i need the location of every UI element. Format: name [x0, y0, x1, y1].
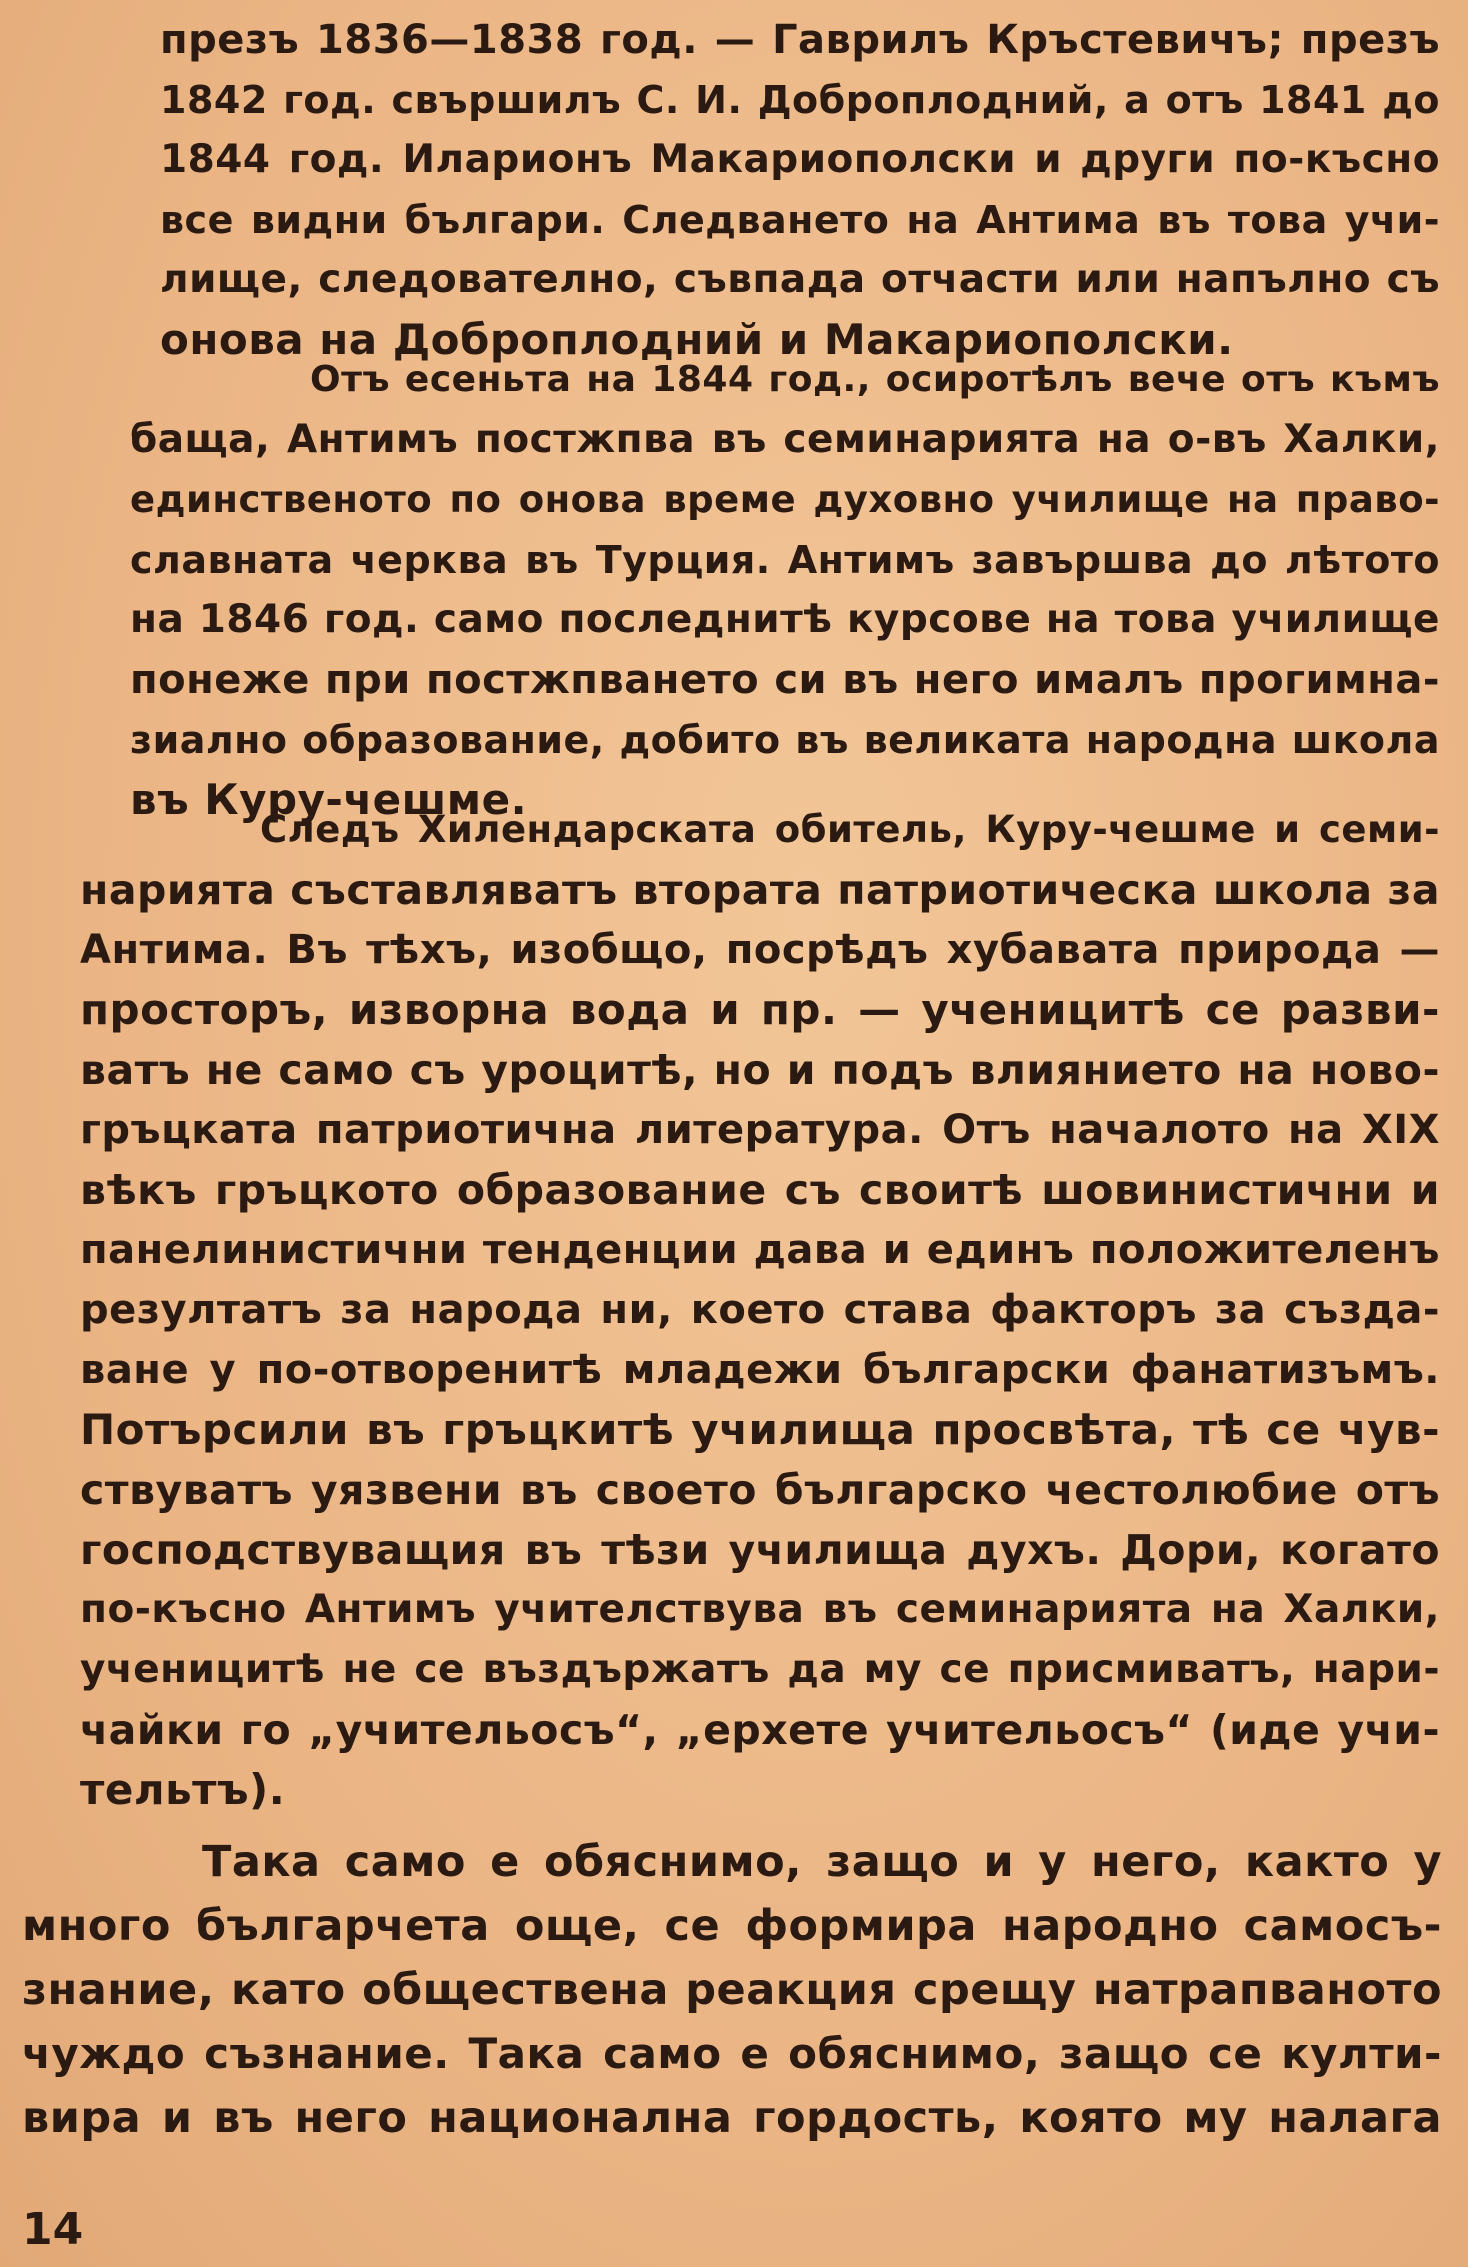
paragraph-3 [80, 800, 1440, 1820]
text-line: господствуващия въ тѣзи училища духъ. Дори, когато [80, 1526, 1440, 1574]
text-line: вира и въ него национална гордость, която му налага [22, 2093, 1442, 2143]
text-line: просторъ, изворна вода и пр. — ученицитѣ се разви- [80, 985, 1440, 1034]
text-line: презъ 1836—1838 год. — Гаврилъ Кръстевичъ; презъ [160, 17, 1440, 63]
paragraph-2 [130, 350, 1440, 830]
text-line: все видни българи. Следването на Антима въ това учи- [160, 198, 1440, 242]
paragraph-4 [22, 1830, 1442, 2150]
text-line: понеже при постжпването си въ него ималъ прогимна- [130, 657, 1440, 703]
text-line: резултатъ за народа ни, което става факторъ за създа- [80, 1287, 1440, 1333]
text-line: тельтъ). [80, 1765, 286, 1814]
text-line: 1844 год. Иларионъ Макариополски и други по-късно [160, 137, 1440, 182]
page-number: 14 [22, 2204, 84, 2255]
text-line: по-късно Антимъ учителствува въ семинарията на Халки, [80, 1587, 1440, 1632]
text-line: Така само е обяснимо, защо и у него, както у [202, 1837, 1442, 1887]
text-line: Потърсили въ гръцкитѣ училища просвѣта, тѣ се чув- [80, 1405, 1440, 1454]
text-line: чайки го „учительосъ“, „ерхете учительосъ“ (иде учи- [80, 1706, 1440, 1754]
text-line: знание, като обществена реакция срещу натрапваното [22, 1965, 1442, 2015]
text-line: вѣкъ гръцкото образование съ своитѣ шовинистични и [80, 1166, 1440, 1214]
text-line: ватъ не само съ уроцитѣ, но и подъ влиянието на ново- [80, 1046, 1440, 1094]
text-line: славната черква въ Турция. Антимъ завършва до лѣтото [130, 538, 1440, 582]
text-line: онова на Доброплодний и Макариополски. [160, 315, 1234, 364]
text-line: нарията съставляватъ втората патриотическа школа за [80, 866, 1440, 914]
text-line: ване у по-отворенитѣ младежи български фанатизъмъ. [80, 1347, 1440, 1393]
text-line: много българчета още, се формира народно самосъ- [22, 1901, 1442, 1951]
text-line: Отъ есеньта на 1844 год., осиротѣлъ вече отъ къмъ [310, 359, 1440, 400]
text-line: чуждо съзнание. Така само е обяснимо, защо се култи- [22, 2029, 1442, 2078]
text-line: ученицитѣ не се въздържатъ да му се присмиватъ, нари- [80, 1647, 1440, 1692]
text-line: ствуватъ уязвени въ своето българско честолюбие отъ [80, 1466, 1440, 1514]
text-line: Антима. Въ тѣхъ, изобщо, посрѣдъ хубавата природа — [80, 927, 1440, 973]
text-line: Следъ Хилендарската обитель, Куру-чешме и семи- [260, 808, 1440, 851]
text-line: гръцката патриотична литература. Отъ началото на XIX [80, 1107, 1440, 1153]
text-line: панелинистични тенденции дава и единъ положителенъ [80, 1227, 1440, 1273]
text-line: 1842 год. свършилъ С. И. Доброплодний, а отъ 1841 до [160, 78, 1440, 122]
text-line: баща, Антимъ постжпва въ семинарията на о-въ Халки, [130, 417, 1440, 462]
text-line: лище, следователно, съвпада отчасти или напълно съ [160, 257, 1440, 302]
text-line: въ Куру-чешме. [130, 775, 528, 824]
text-line: на 1846 год. само последнитѣ курсове на това училище [130, 597, 1440, 642]
text-line: единственото по онова време духовно училище на право- [130, 478, 1440, 521]
text-line: зиално образование, добито въ великата народна школа [130, 718, 1440, 762]
paragraph-1 [160, 10, 1440, 370]
